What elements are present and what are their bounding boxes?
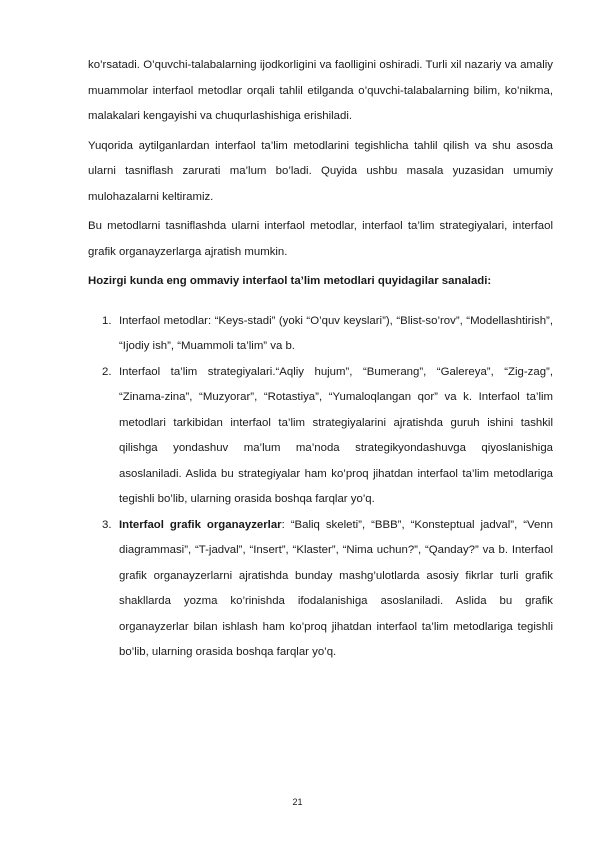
list-item-text: Interfaol ta’lim strategiyalari.“Aqliy hujum”, “Bumerang”, “Galereya”, “Zig-zag”, “Zinama-zina”, “Muzyorar”, “Rotastiya”, “Yumaloqlangan qor” va k. Interfaol ta’lim metodlari tarkibidan interfaol ta’lim strategiyalarini ajratishda guruh ishini tashkil qilishga yondashuv ma’lum ma’noda strategikyondashuvga qiyoslanishiga asoslaniladi. Aslida bu strategiyalar ham ko’proq jihatdan interfaol ta’lim metodlariga tegishli bo’lib, ularning orasida boshqa farqlar yo’q.	[119, 365, 553, 505]
list-item	[88, 309, 553, 360]
page-body	[88, 53, 553, 666]
paragraph-3: Bu metodlarni tasniflashda ularni interfaol metodlar, interfaol ta’lim strategiyalari, interfaol grafik organayzerlarga ajratish mumkin.	[88, 220, 553, 258]
list-item-text: : “Baliq skeleti”, “BBB”, “Konsteptual jadval”, “Venn diagrammasi”, “T-jadval”, “Insert”, “Klaster”, “Nima uchun?”, “Qanday?” va b. Interfaol grafik organayzerlarni ajratishda bunday mashg’ulotlarda asosiy fikrlar turli grafik shakllarda yozma ko’rinishda ifodalanishiga asoslaniladi. Aslida bu grafik organayzerlar bilan ishlash ham ko’proq jihatdan interfaol ta’lim metodlariga tegishli bo’lib, ularning orasida boshqa farqlar yo’q.	[119, 518, 553, 658]
section-heading: Hozirgi kunda eng ommaviy interfaol ta’lim metodlari quyidagilar sanaladi:	[88, 275, 492, 287]
paragraph-2: Yuqorida aytilganlardan interfaol ta’lim metodlarini tegishlicha tahlil qilish va shu asosda ularni tasniflash zarurati ma’lum bo’ladi. Quyida ushbu masala yuzasidan umumiy mulohazalarni keltiramiz.	[88, 139, 553, 203]
page-number: 21	[292, 797, 303, 807]
list-number: 2.	[102, 365, 112, 378]
list-item	[88, 513, 553, 666]
list-item-lead: Interfaol grafik organayzerlar	[119, 518, 282, 531]
paragraph-1: ko’rsatadi. O’quvchi-talabalarning ijodkorligini va faolligini oshiradi. Turli xil nazariy va amaliy muammolar interfaol metodlar orqali tahlil etilganda o’quvchi-talabalarning bilim, ko’nikma, malakalari kengayishi va chuqurlashishiga erishiladi.	[88, 59, 553, 122]
list-number: 3.	[102, 518, 112, 531]
methods-list	[88, 309, 553, 666]
list-item	[88, 360, 553, 513]
list-item-text: Interfaol metodlar: “Keys-stadi” (yoki “O’quv keyslari”), “Blist-so’rov”, “Modellashtirish”, “Ijodiy ish”, “Muammoli ta’lim” va b.	[119, 314, 553, 352]
list-number: 1.	[102, 314, 112, 327]
